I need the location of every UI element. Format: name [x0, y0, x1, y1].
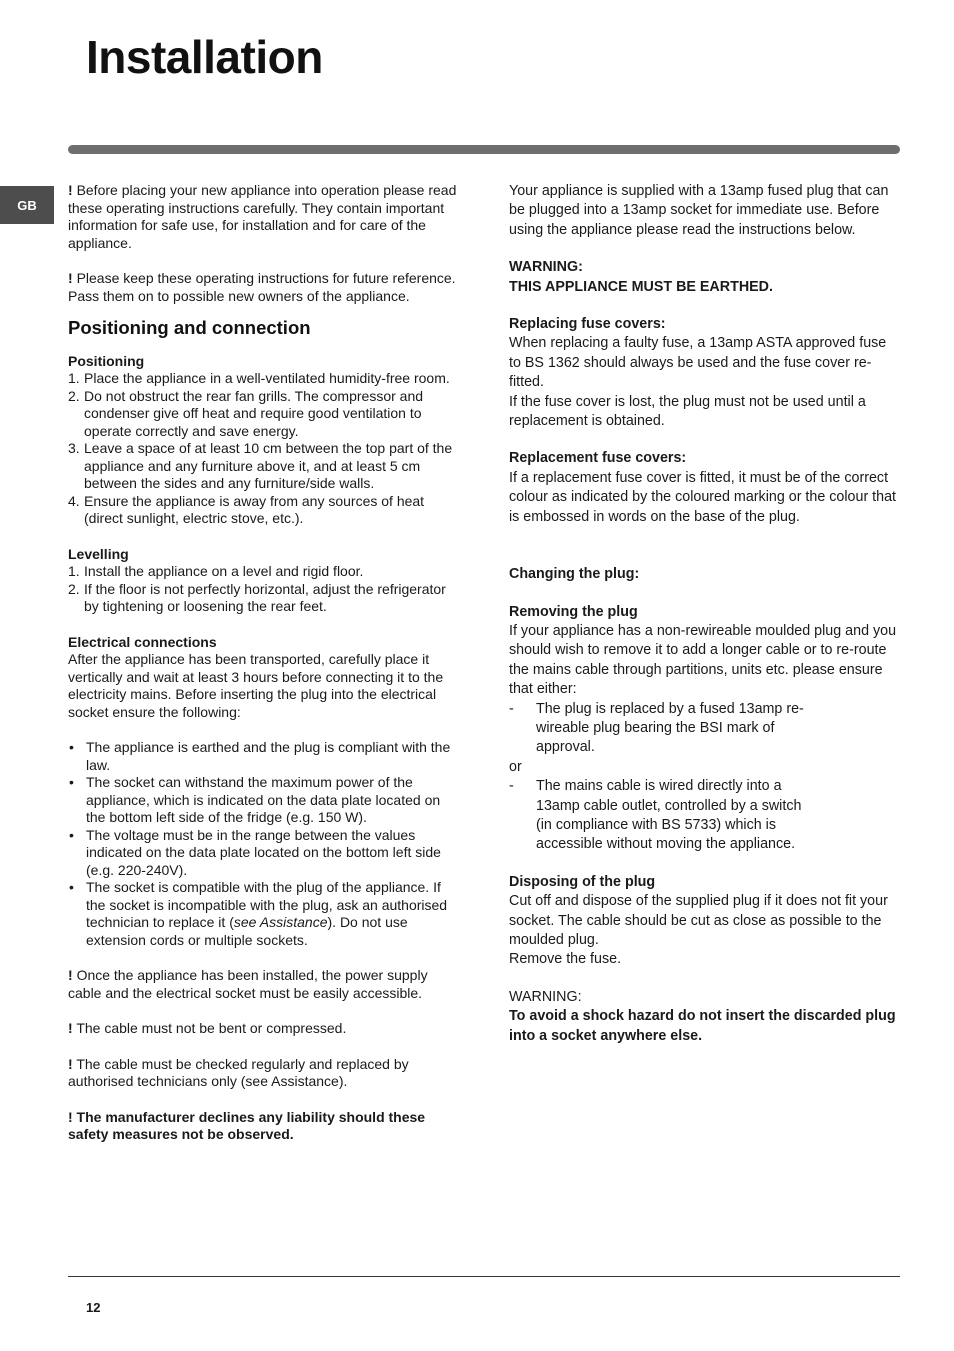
list-text: If the floor is not perfectly horizontal, adjust the refrigerator by tightening or loosening the rear feet.	[84, 580, 446, 614]
disposing-plug-text: Cut off and dispose of the supplied plug if it does not fit your socket. The cable should be cut as close as possible to the moulded plug.	[509, 893, 888, 948]
section-title: Positioning and connection	[68, 317, 311, 338]
language-tab: GB	[0, 186, 54, 224]
assistance-reference: see Assistance	[233, 914, 328, 930]
list-item	[68, 879, 463, 949]
list-item	[68, 739, 463, 774]
list-text: The mains cable is wired directly into a 13amp cable outlet, controlled by a switch (in compliance with BS 5733) which is accessible without moving the appliance.	[536, 778, 802, 853]
intro-paragraph-1	[68, 182, 463, 252]
list-item	[68, 440, 463, 493]
list-number: 1.	[68, 370, 80, 386]
warning-heading-2: WARNING:	[509, 988, 582, 1005]
note-text: Once the appliance has been installed, the power supply cable and the electrical socket must be easily accessible.	[68, 967, 428, 1001]
electrical-heading: Electrical connections	[68, 633, 217, 650]
list-text: Do not obstruct the rear fan grills. The compressor and condenser give off heat and require good ventilation to operate correctly and save energy.	[84, 387, 424, 439]
removing-plug-text: If your appliance has a non-rewireable moulded plug and you should wish to remove it to add a longer cable or to re-route the mains cable through partitions, units etc. please ensure that either:	[509, 622, 897, 698]
levelling-list	[68, 563, 463, 616]
left-column	[68, 182, 463, 1144]
bullet-icon: •	[69, 739, 74, 755]
levelling-heading: Levelling	[68, 545, 129, 562]
replacement-fuse-heading: Replacement fuse covers:	[509, 450, 687, 467]
warning-mark: !	[68, 270, 73, 286]
list-text: The plug is replaced by a fused 13amp re-wireable plug bearing the BSI mark of approval.	[536, 700, 804, 756]
note-text: The cable must not be bent or compressed.	[76, 1020, 347, 1036]
list-text: ). Do not use extension cords or multiple sockets.	[86, 914, 408, 948]
page-number: 12	[86, 1300, 101, 1315]
dash-icon: -	[509, 700, 514, 717]
disposing-plug-heading: Disposing of the plug	[509, 873, 656, 890]
warning-mark: !	[68, 182, 73, 198]
note-paragraph	[68, 1056, 463, 1091]
header-rule	[68, 145, 900, 154]
list-text: The appliance is earthed and the plug is compliant with the law.	[86, 739, 451, 773]
list-text: The socket can withstand the maximum power of the appliance, which is indicated on the data plate located on the bottom left side of the fridge (e.g. 150 W).	[86, 774, 441, 825]
list-item	[68, 370, 463, 388]
replacing-fuse-text: When replacing a faulty fuse, a 13amp ASTA approved fuse to BS 1362 should always be used and the fuse cover re-fitted.	[509, 335, 887, 391]
note-paragraph	[68, 1020, 463, 1038]
earthed-warning: THIS APPLIANCE MUST BE EARTHED.	[509, 278, 773, 295]
list-number: 4.	[68, 492, 80, 509]
list-number: 1.	[68, 563, 80, 579]
warning-mark: !	[68, 1020, 73, 1036]
remove-fuse-text: Remove the fuse.	[509, 951, 622, 968]
list-item	[509, 700, 901, 758]
list-number: 2.	[68, 387, 80, 404]
note-paragraph	[68, 967, 463, 1002]
dash-icon: -	[509, 778, 514, 795]
positioning-heading: Positioning	[68, 352, 145, 369]
list-item	[509, 777, 901, 855]
list-text: The voltage must be in the range between the values indicated on the data plate located on the bottom left side (e.g. 220-240V).	[86, 826, 441, 878]
right-column	[509, 182, 901, 1046]
list-item	[68, 563, 463, 581]
bullet-icon: •	[69, 879, 74, 895]
list-text: The socket is compatible with the plug of the appliance. If the socket is incompatible with the plug, ask an authorised technician to replace it (	[86, 879, 448, 930]
intro-text-1: Before placing your new appliance into operation please read these operating instructions carefully. They contain important information for safe use, for installation and for care of the appliance.	[68, 182, 457, 251]
list-text: Place the appliance in a well-ventilated humidity-free room.	[84, 370, 450, 386]
note-text: The cable must be checked regularly and replaced by authorised technicians only (see Assistance).	[68, 1055, 409, 1089]
warning-heading: WARNING:	[509, 259, 583, 276]
electrical-intro: After the appliance has been transported, carefully place it vertically and wait at least 3 hours before connecting it to the electricity mains. Before inserting the plug into the electrical socket ensure the following:	[68, 651, 444, 720]
list-number: 3.	[68, 440, 80, 456]
replacement-fuse-text: If a replacement fuse cover is fitted, it must be of the correct colour as indicated by the coloured marking or the colour that is embossed in words on the base of the plug.	[509, 469, 897, 525]
list-item	[68, 827, 463, 880]
footer-rule	[68, 1276, 900, 1277]
shock-hazard-warning: To avoid a shock hazard do not insert the discarded plug into a socket anywhere else.	[509, 1008, 896, 1044]
intro-paragraph-2	[68, 270, 463, 305]
plug-intro: Your appliance is supplied with a 13amp fused plug that can be plugged into a 13amp socket for immediate use. Before using the appliance please read the instructions below.	[509, 183, 889, 238]
liability-notice: ! The manufacturer declines any liability should these safety measures not be observed.	[68, 1108, 426, 1142]
intro-text-2: Please keep these operating instructions for future reference. Pass them on to possible new owners of the appliance.	[68, 270, 456, 304]
or-text: or	[509, 758, 522, 775]
plug-options-list-2	[509, 777, 901, 855]
bullet-icon: •	[69, 774, 74, 790]
list-text: Leave a space of at least 10 cm between the top part of the appliance and any furniture above it, and at least 5 cm between the sides and any furniture/side walls.	[84, 440, 453, 491]
changing-plug-heading: Changing the plug:	[509, 566, 640, 583]
list-text: Install the appliance on a level and rigid floor.	[84, 563, 364, 579]
removing-plug-heading: Removing the plug	[509, 603, 638, 620]
list-item	[68, 774, 463, 827]
warning-mark: !	[68, 1055, 73, 1072]
list-item	[68, 388, 463, 441]
warning-mark: !	[68, 967, 73, 983]
replacing-fuse-heading: Replacing fuse covers:	[509, 316, 666, 333]
bullet-icon: •	[69, 826, 74, 843]
electrical-checklist	[68, 739, 463, 949]
list-text: Ensure the appliance is away from any sources of heat (direct sunlight, electric stove, etc.).	[84, 492, 425, 526]
list-item	[68, 493, 463, 528]
list-number: 2.	[68, 580, 80, 597]
positioning-list	[68, 370, 463, 528]
replacing-fuse-text-2: If the fuse cover is lost, the plug must not be used until a replacement is obtained.	[509, 393, 866, 430]
list-item	[68, 581, 463, 616]
plug-options-list	[509, 700, 901, 758]
page-title: Installation	[86, 31, 323, 83]
